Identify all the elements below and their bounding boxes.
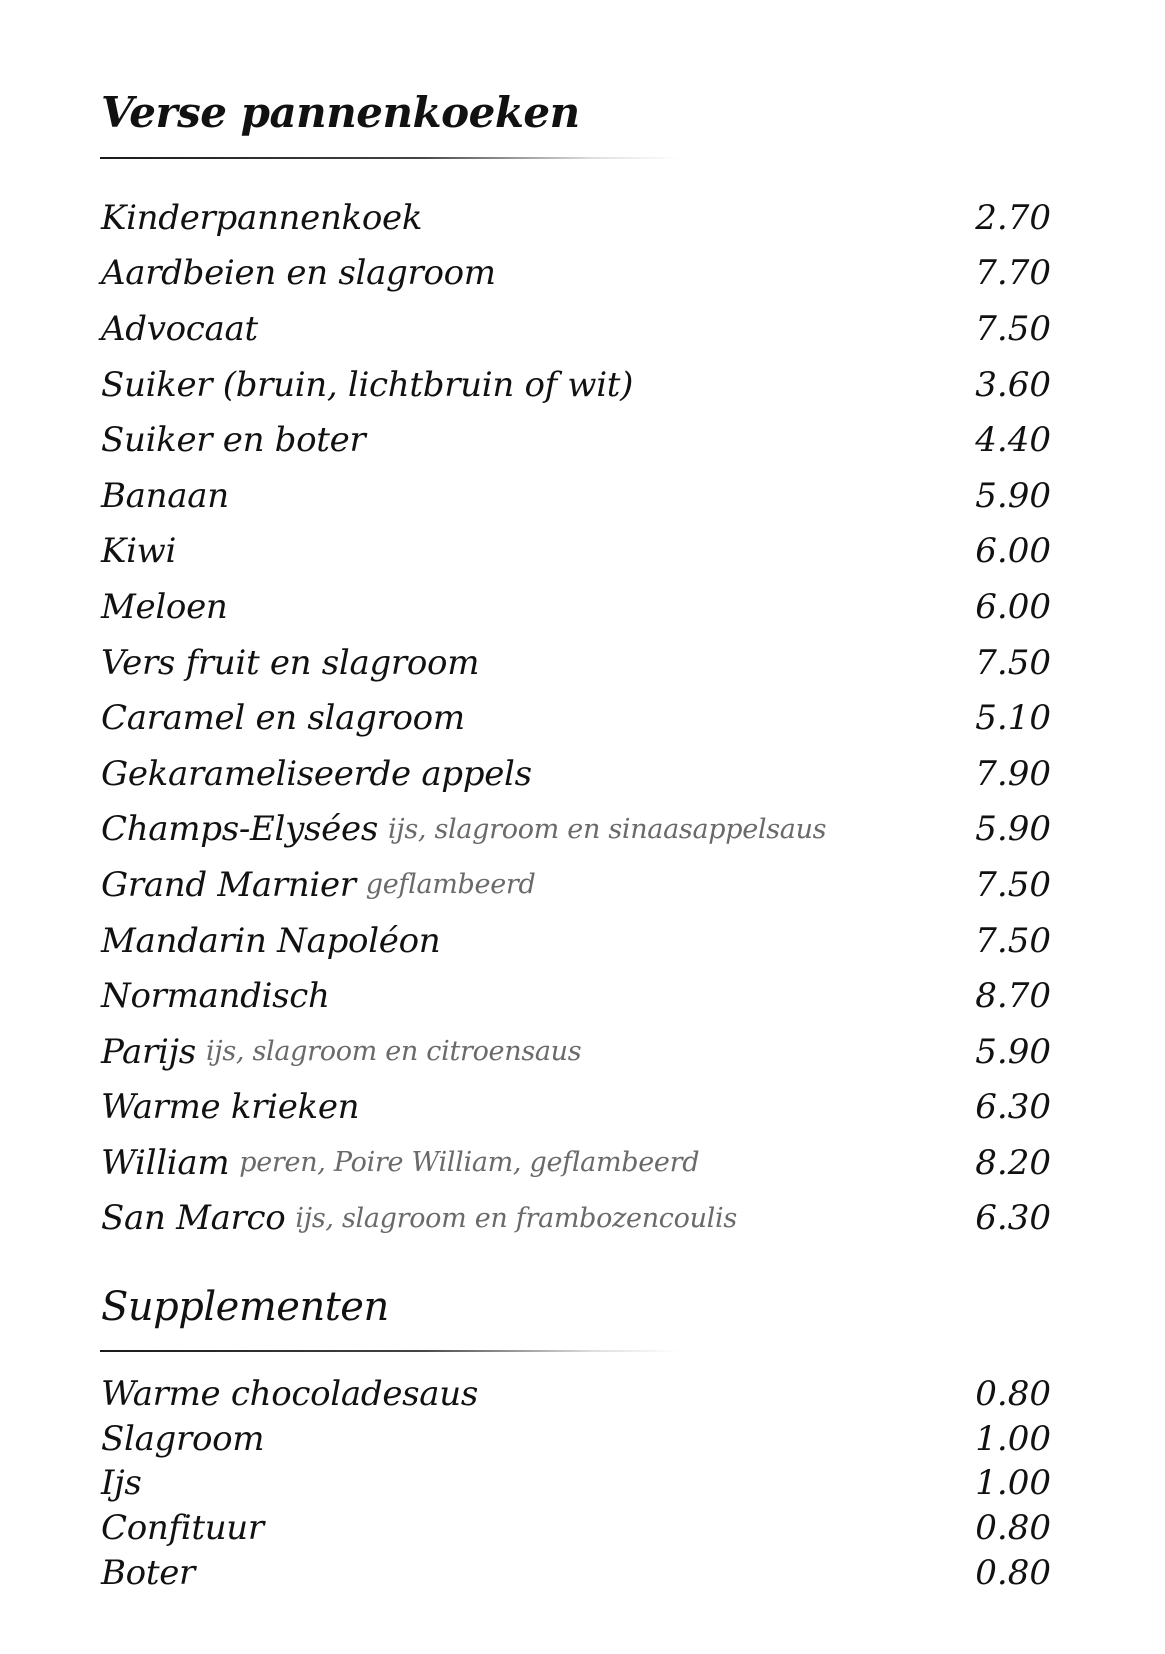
- item-price: 5.90: [975, 1031, 1051, 1072]
- item-name: William: [101, 1142, 230, 1183]
- menu-item: [101, 190, 1051, 246]
- item-price: 2.70: [975, 197, 1051, 238]
- menu-item: [101, 1461, 1051, 1506]
- item-name: Gekarameliseerde appels: [101, 753, 532, 794]
- item-price: 5.90: [975, 475, 1051, 516]
- menu-item: [101, 857, 1051, 913]
- menu-item: [101, 412, 1051, 468]
- item-name: Warme krieken: [101, 1087, 360, 1128]
- menu-item: [101, 635, 1051, 691]
- item-price: 6.30: [975, 1087, 1051, 1128]
- item-name: Warme chocoladesaus: [101, 1374, 478, 1415]
- menu-item: [101, 468, 1051, 524]
- item-name: Meloen: [101, 586, 228, 627]
- menu-item: [101, 579, 1051, 635]
- supplements-menu-list: [101, 1372, 1051, 1595]
- item-name: Advocaat: [101, 308, 258, 349]
- item-price: 7.70: [975, 253, 1051, 294]
- section-divider: [100, 1350, 680, 1352]
- item-name: Normandisch: [101, 976, 330, 1017]
- menu-item: [101, 1550, 1051, 1595]
- item-name: Kinderpannenkoek: [101, 197, 423, 238]
- menu-item: [101, 1080, 1051, 1136]
- menu-item: [101, 1191, 1051, 1247]
- item-price: 5.10: [975, 698, 1051, 739]
- item-price: 7.50: [975, 920, 1051, 961]
- menu-item: [101, 1024, 1051, 1080]
- item-price: 7.90: [975, 753, 1051, 794]
- menu-item: [101, 301, 1051, 357]
- menu-item: [101, 746, 1051, 802]
- item-price: 0.80: [975, 1552, 1051, 1593]
- item-price: 1.00: [975, 1418, 1051, 1459]
- item-price: 6.00: [975, 586, 1051, 627]
- menu-item: [101, 913, 1051, 969]
- item-name: Ijs: [101, 1463, 142, 1504]
- item-name: Kiwi: [101, 531, 177, 572]
- item-price: 6.30: [975, 1198, 1051, 1239]
- section-title-supplements: Supplementen: [101, 1284, 389, 1330]
- item-description: ijs, slagroom en citroensaus: [205, 1036, 582, 1068]
- item-name: Slagroom: [101, 1418, 265, 1459]
- item-price: 7.50: [975, 864, 1051, 905]
- section-divider: [100, 157, 680, 159]
- menu-item: [101, 357, 1051, 413]
- item-name: Grand Marnier: [101, 864, 356, 905]
- item-name: San Marco: [101, 1198, 286, 1239]
- item-name: Champs-Elysées: [101, 809, 378, 850]
- menu-item: [101, 246, 1051, 302]
- item-price: 0.80: [975, 1508, 1051, 1549]
- menu-item: [101, 524, 1051, 580]
- item-name: Suiker (bruin, lichtbruin of wit): [101, 364, 634, 405]
- pancake-menu-list: [101, 190, 1051, 1246]
- menu-item: [101, 802, 1051, 858]
- item-price: 3.60: [975, 364, 1051, 405]
- item-description: ijs, slagroom en sinaasappelsaus: [387, 813, 827, 845]
- menu-item: [101, 1372, 1051, 1417]
- item-description: peren, Poire William, geflambeerd: [239, 1147, 700, 1179]
- item-name: Suiker en boter: [101, 420, 366, 461]
- item-name: Confituur: [101, 1508, 264, 1549]
- menu-item: [101, 968, 1051, 1024]
- item-name: Banaan: [101, 475, 229, 516]
- menu-item: [101, 1417, 1051, 1462]
- item-price: 7.50: [975, 308, 1051, 349]
- item-name: Boter: [101, 1552, 195, 1593]
- item-description: ijs, slagroom en frambozencoulis: [295, 1202, 737, 1234]
- item-price: 7.50: [975, 642, 1051, 683]
- item-name: Mandarin Napoléon: [101, 920, 441, 961]
- menu-item: [101, 1506, 1051, 1551]
- item-name: Parijs: [101, 1031, 196, 1072]
- section-title-pancakes: Verse pannenkoeken: [101, 88, 580, 137]
- item-price: 8.70: [975, 976, 1051, 1017]
- item-price: 1.00: [975, 1463, 1051, 1504]
- menu-item: [101, 690, 1051, 746]
- menu-item: [101, 1135, 1051, 1191]
- item-price: 0.80: [975, 1374, 1051, 1415]
- item-name: Vers fruit en slagroom: [101, 642, 480, 683]
- item-name: Aardbeien en slagroom: [101, 253, 496, 294]
- item-price: 6.00: [975, 531, 1051, 572]
- item-price: 5.90: [975, 809, 1051, 850]
- item-description: geflambeerd: [365, 869, 536, 901]
- item-price: 8.20: [975, 1142, 1051, 1183]
- item-price: 4.40: [975, 420, 1051, 461]
- item-name: Caramel en slagroom: [101, 698, 465, 739]
